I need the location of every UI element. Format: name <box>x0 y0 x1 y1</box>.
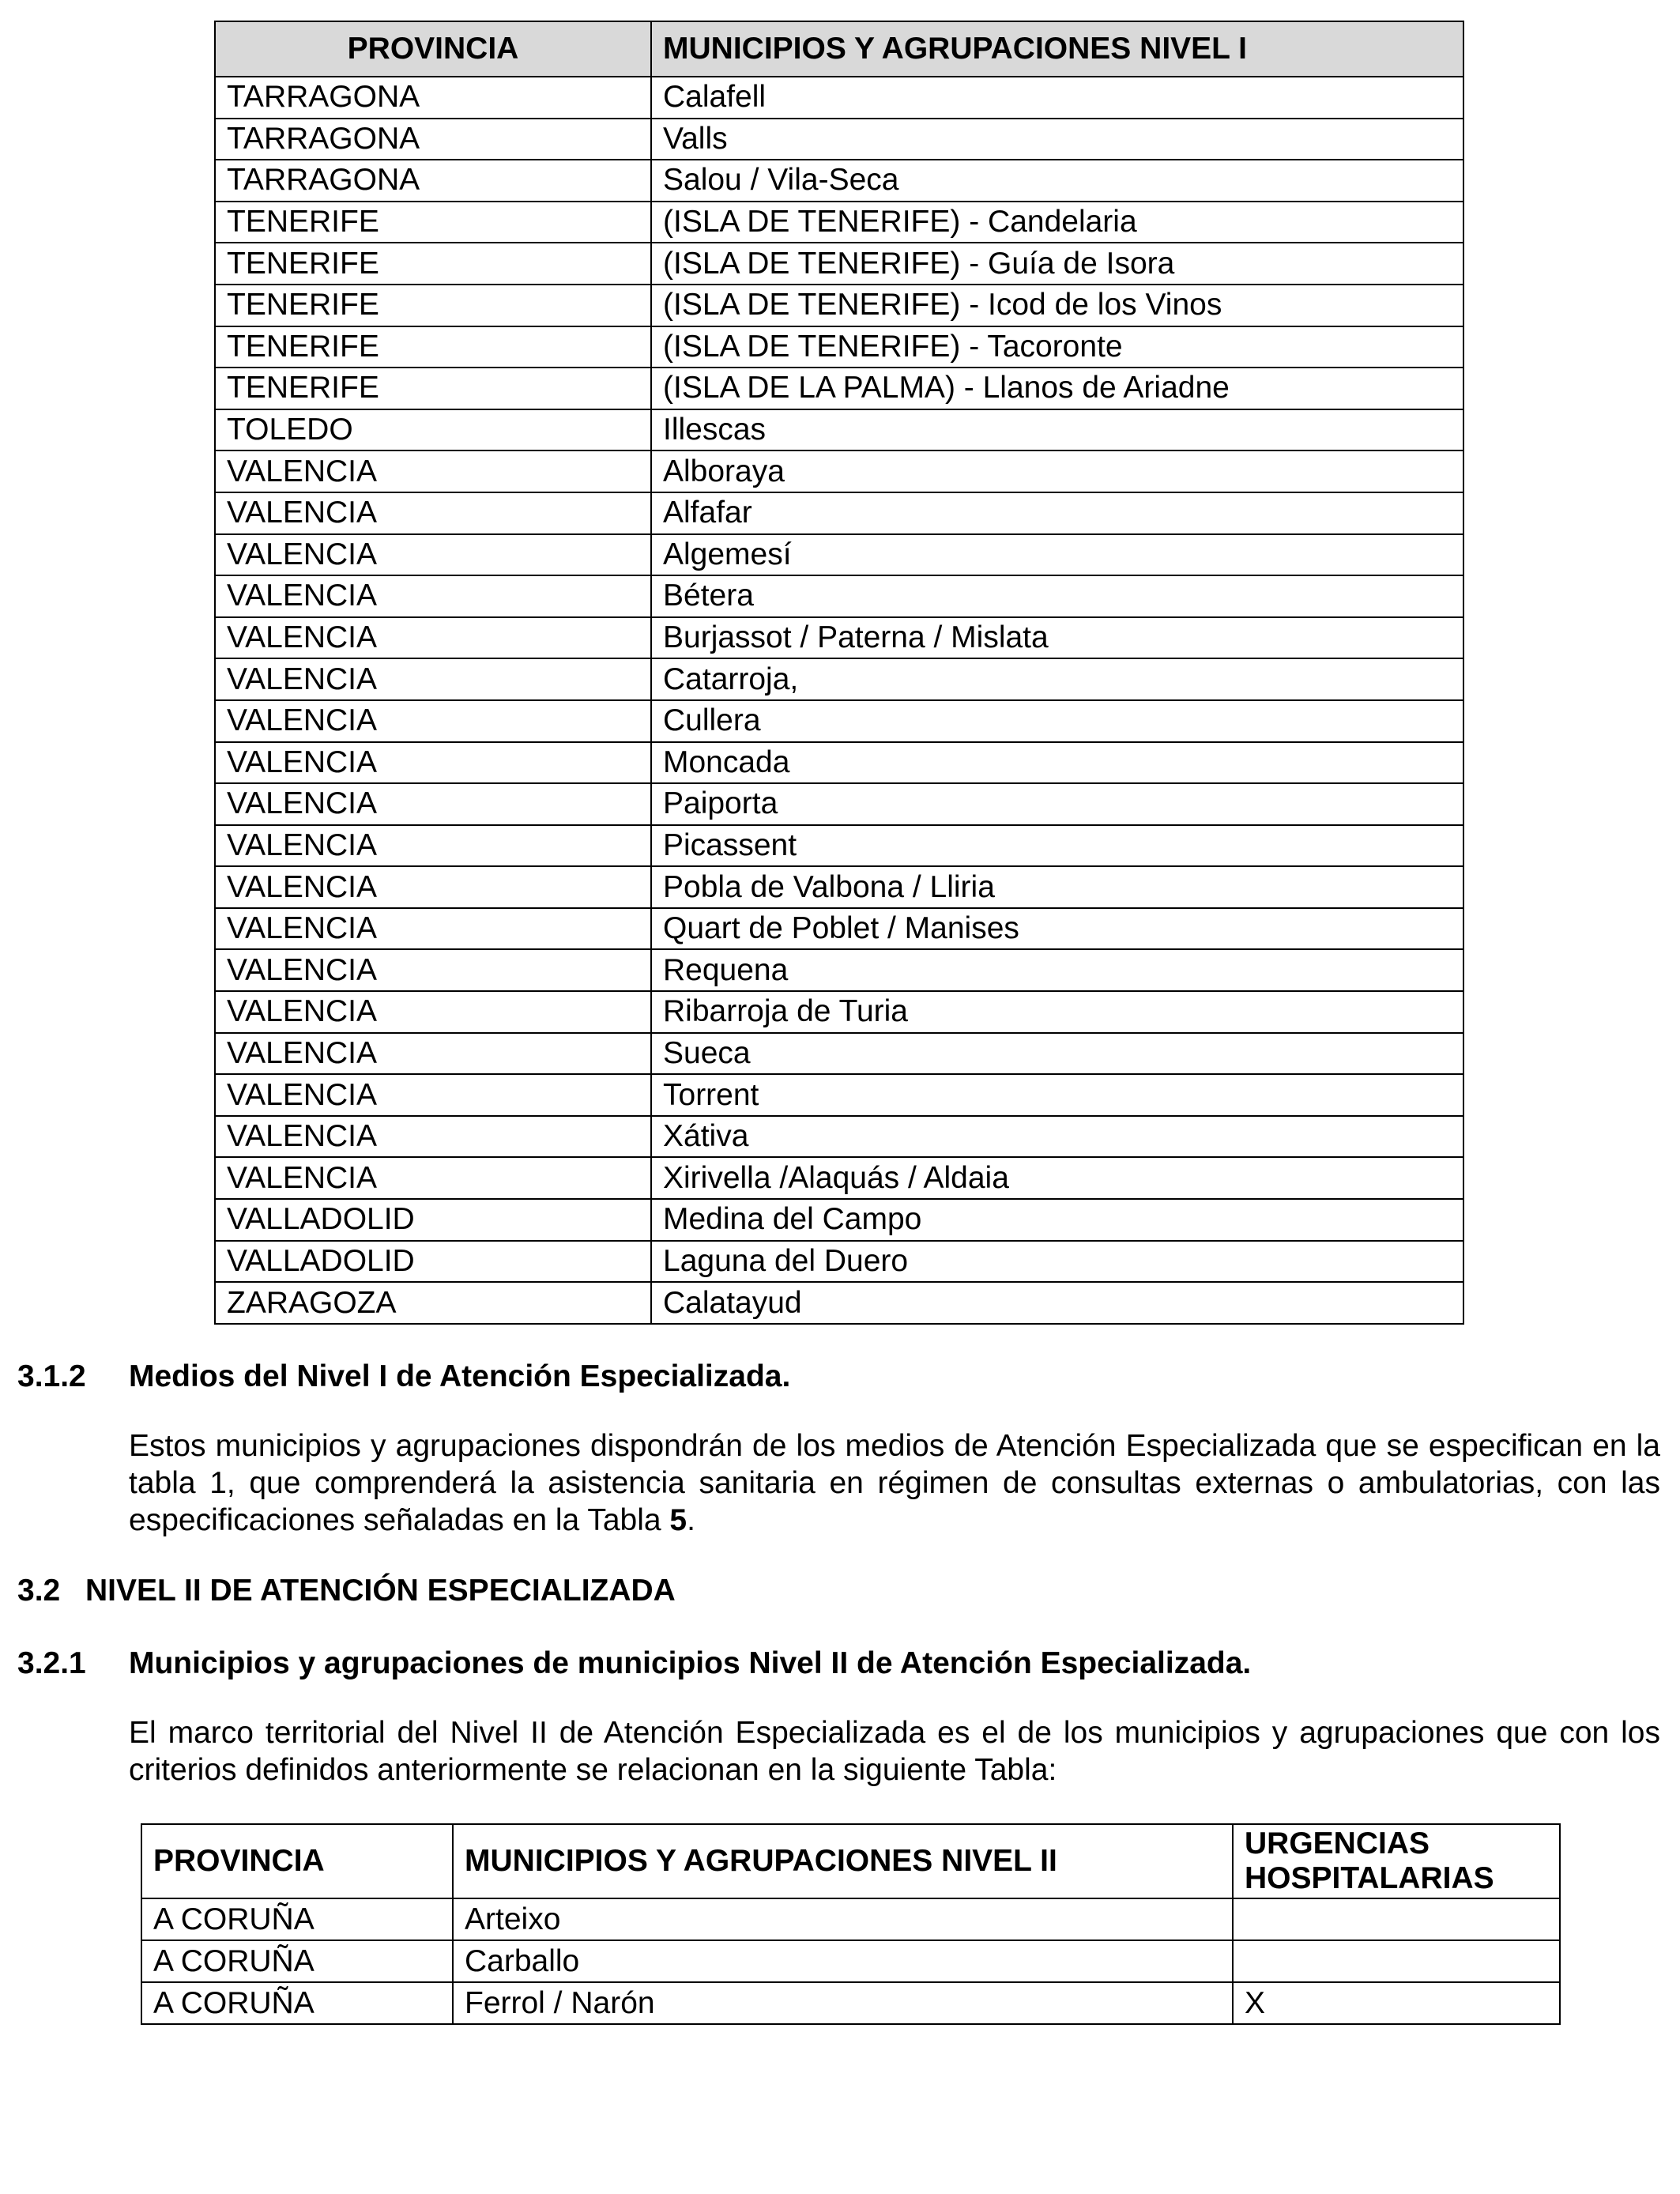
table-row <box>215 825 1463 867</box>
table-row <box>215 700 1463 742</box>
table-row <box>215 617 1463 659</box>
table-row <box>141 1940 1560 1982</box>
table-row <box>215 658 1463 700</box>
table-cell <box>1233 1940 1560 1982</box>
table-cell: Cullera <box>651 700 1463 742</box>
table-cell: Bétera <box>651 575 1463 617</box>
table-row <box>215 949 1463 991</box>
table-cell: Ribarroja de Turia <box>651 991 1463 1033</box>
table-row <box>215 575 1463 617</box>
table-cell: A CORUÑA <box>141 1982 453 2024</box>
table-cell: (ISLA DE TENERIFE) - Candelaria <box>651 202 1463 243</box>
table-cell: Burjassot / Paterna / Mislata <box>651 617 1463 659</box>
table-row <box>215 866 1463 908</box>
section-title: Municipios y agrupaciones de municipios Nivel II de Atención Especializada. <box>129 1646 1252 1680</box>
table-row <box>215 119 1463 160</box>
table-cell: TARRAGONA <box>215 119 651 160</box>
table-cell: (ISLA DE TENERIFE) - Guía de Isora <box>651 243 1463 285</box>
table-cell: VALENCIA <box>215 783 651 825</box>
table-row <box>215 160 1463 202</box>
table-cell: Catarroja, <box>651 658 1463 700</box>
table-row <box>215 1199 1463 1241</box>
table-cell: VALENCIA <box>215 658 651 700</box>
table-cell: Salou / Vila-Seca <box>651 160 1463 202</box>
table-cell: Quart de Poblet / Manises <box>651 908 1463 950</box>
header-municipios-nivel-2: MUNICIPIOS Y AGRUPACIONES NIVEL II <box>453 1824 1233 1898</box>
table-cell: (ISLA DE TENERIFE) - Tacoronte <box>651 326 1463 368</box>
table-cell: Alfafar <box>651 492 1463 534</box>
table-cell: VALENCIA <box>215 825 651 867</box>
table-header-row <box>141 1824 1560 1898</box>
table-cell: VALENCIA <box>215 700 651 742</box>
table-cell: VALENCIA <box>215 991 651 1033</box>
header-provincia: PROVINCIA <box>215 21 651 77</box>
table-cell: Algemesí <box>651 534 1463 576</box>
table-cell: VALENCIA <box>215 949 651 991</box>
table-cell <box>1233 1898 1560 1940</box>
table-cell: Paiporta <box>651 783 1463 825</box>
table-row <box>215 908 1463 950</box>
table-row <box>215 1241 1463 1283</box>
table-cell: Picassent <box>651 825 1463 867</box>
table-body <box>141 1898 1560 2024</box>
table-cell: VALENCIA <box>215 450 651 492</box>
table-cell: X <box>1233 1982 1560 2024</box>
table-cell: TENERIFE <box>215 326 651 368</box>
table-row <box>215 1074 1463 1116</box>
table-row <box>215 783 1463 825</box>
table-row <box>215 991 1463 1033</box>
table-cell: VALENCIA <box>215 534 651 576</box>
table-cell: (ISLA DE TENERIFE) - Icod de los Vinos <box>651 285 1463 326</box>
table-row <box>215 534 1463 576</box>
table-header-row <box>215 21 1463 77</box>
table-cell: VALENCIA <box>215 1157 651 1199</box>
table-cell: TOLEDO <box>215 409 651 451</box>
nivel-1-municipalities-table <box>214 21 1464 1325</box>
table-cell: Moncada <box>651 742 1463 784</box>
table-cell: Ferrol / Narón <box>453 1982 1233 2024</box>
table-cell: TARRAGONA <box>215 77 651 119</box>
table-row <box>215 202 1463 243</box>
table-cell: VALENCIA <box>215 908 651 950</box>
table-cell: VALENCIA <box>215 617 651 659</box>
paragraph-end: . <box>687 1503 695 1537</box>
table-cell: Alboraya <box>651 450 1463 492</box>
table-body <box>215 77 1463 1324</box>
paragraph-text: Estos municipios y agrupaciones dispondrán de los medios de Atención Especializada que se especifican en la tabla 1, que comprenderá la asistencia sanitaria en régimen de consultas externas o ambulatorias, con las especificaciones señaladas en la Tabla <box>129 1429 1660 1537</box>
section-3-2-1-paragraph: El marco territorial del Nivel II de Atención Especializada es el de los municipios y agrupaciones que con los criterios definidos anteriormente se relacionan en la siguiente Tabla: <box>129 1716 1660 1787</box>
table-cell: (ISLA DE LA PALMA) - Llanos de Ariadne <box>651 368 1463 409</box>
section-3-1-2-paragraph <box>129 1427 1660 1539</box>
table-cell: VALLADOLID <box>215 1241 651 1283</box>
table-row <box>215 742 1463 784</box>
section-title: Medios del Nivel I de Atención Especializada. <box>129 1359 791 1393</box>
table-cell: Torrent <box>651 1074 1463 1116</box>
section-number: 3.2.1 <box>17 1646 86 1680</box>
table-cell: Valls <box>651 119 1463 160</box>
table-cell: VALENCIA <box>215 492 651 534</box>
table-cell: VALENCIA <box>215 866 651 908</box>
table-row <box>215 1033 1463 1075</box>
table-cell: A CORUÑA <box>141 1940 453 1982</box>
table-cell: VALENCIA <box>215 1074 651 1116</box>
table-cell: Sueca <box>651 1033 1463 1075</box>
table-row <box>215 450 1463 492</box>
table-cell: Arteixo <box>453 1898 1233 1940</box>
table-cell: VALENCIA <box>215 1033 651 1075</box>
table-row <box>215 368 1463 409</box>
table-reference-bold: 5 <box>669 1503 687 1537</box>
table-row <box>215 77 1463 119</box>
table-cell: VALENCIA <box>215 575 651 617</box>
table-cell: Calafell <box>651 77 1463 119</box>
table-cell: VALENCIA <box>215 1116 651 1158</box>
section-number: 3.2 <box>17 1574 61 1608</box>
table-row <box>215 1157 1463 1199</box>
table-cell: Carballo <box>453 1940 1233 1982</box>
table-cell: TENERIFE <box>215 243 651 285</box>
table-cell: Requena <box>651 949 1463 991</box>
table-row <box>215 1282 1463 1324</box>
table-cell: TENERIFE <box>215 285 651 326</box>
table-row <box>215 326 1463 368</box>
table-cell: Xátiva <box>651 1116 1463 1158</box>
section-title: NIVEL II DE ATENCIÓN ESPECIALIZADA <box>85 1574 676 1608</box>
table-row <box>215 409 1463 451</box>
table-cell: Illescas <box>651 409 1463 451</box>
table-row <box>215 492 1463 534</box>
table-cell: TENERIFE <box>215 202 651 243</box>
table-row <box>215 285 1463 326</box>
table-cell: Xirivella /Alaquás / Aldaia <box>651 1157 1463 1199</box>
table-cell: A CORUÑA <box>141 1898 453 1940</box>
nivel-2-municipalities-table <box>141 1823 1561 2025</box>
header-provincia: PROVINCIA <box>141 1824 453 1898</box>
table-cell: VALLADOLID <box>215 1199 651 1241</box>
table-cell: Calatayud <box>651 1282 1463 1324</box>
table-cell: Medina del Campo <box>651 1199 1463 1241</box>
table-cell: TENERIFE <box>215 368 651 409</box>
table-cell: TARRAGONA <box>215 160 651 202</box>
table-cell: Pobla de Valbona / Lliria <box>651 866 1463 908</box>
table-cell: ZARAGOZA <box>215 1282 651 1324</box>
table-row <box>215 243 1463 285</box>
header-municipios-nivel-1: MUNICIPIOS Y AGRUPACIONES NIVEL I <box>651 21 1463 77</box>
table-row <box>215 1116 1463 1158</box>
table-row <box>141 1982 1560 2024</box>
table-row <box>141 1898 1560 1940</box>
section-number: 3.1.2 <box>17 1359 86 1393</box>
table-cell: VALENCIA <box>215 742 651 784</box>
header-urgencias-hospitalarias: URGENCIAS HOSPITALARIAS <box>1233 1824 1560 1898</box>
table-cell: Laguna del Duero <box>651 1241 1463 1283</box>
